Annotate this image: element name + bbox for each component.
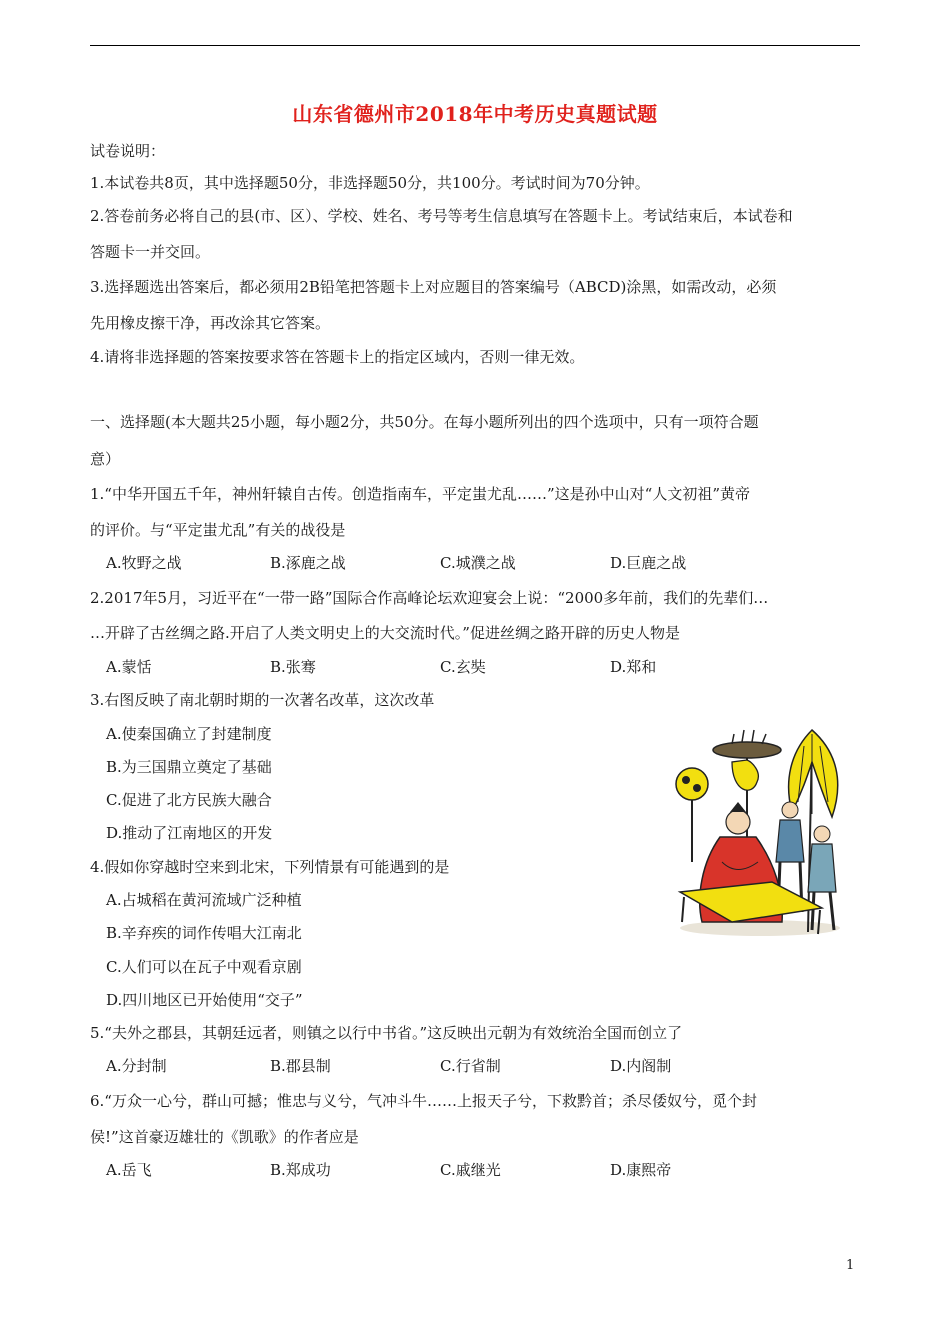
option-b: B.为三国鼎立奠定了基础 (106, 758, 272, 776)
instruction-line: 1.本试卷共8页，其中选择题50分，非选择题50分，共100分。考试时间为70分钟。 (90, 174, 650, 192)
instruction-line: 先用橡皮擦干净，再改涂其它答案。 (90, 314, 331, 332)
question-5-stem: 5.“夫外之郡县，其朝廷远者，则镇之以行中书省。”这反映出元朝为有效统治全国而创立了 (90, 1024, 683, 1042)
option-a: A.占城稻在黄河流域广泛种植 (106, 891, 302, 909)
option-c: C.戚继光 (440, 1161, 501, 1179)
question-3-stem: 3.右图反映了南北朝时期的一次著名改革，这次改革 (90, 691, 435, 709)
option-a: A.分封制 (106, 1057, 167, 1075)
option-b: B.辛弃疾的词作传唱大江南北 (106, 924, 302, 942)
instruction-line: 3.选择题选出答案后，都必须用2B铅笔把答题卡上对应题目的答案编号（ABCD)涂黑，如需改动，必须 (90, 278, 777, 296)
question-4-stem: 4.假如你穿越时空来到北宋，下列情景有可能遇到的是 (90, 858, 450, 876)
option-c: C.促进了北方民族大融合 (106, 791, 272, 809)
question-1-stem-cont: 的评价。与“平定蚩尤乱”有关的战役是 (90, 521, 346, 539)
option-b: B.郑成功 (270, 1161, 331, 1179)
option-d: D.推动了江南地区的开发 (106, 824, 273, 842)
instruction-line: 答题卡一并交回。 (90, 243, 211, 261)
option-a: A.牧野之战 (106, 554, 182, 572)
section-heading-cont: 意） (90, 450, 121, 468)
option-c: C.城濮之战 (440, 554, 516, 572)
header-rule (90, 45, 860, 46)
question-6-stem: 6.“万众一心兮，群山可撼；惟忠与义兮，气冲斗牛……上报天子兮，下救黔首；杀尽倭奴兮，觅个封 (90, 1092, 757, 1110)
option-c: C.人们可以在瓦子中观看京剧 (106, 958, 302, 976)
question-2-stem: 2.2017年5月，习近平在“一带一路”国际合作高峰论坛欢迎宴会上说：“2000多年前，我们的先辈们… (90, 589, 769, 607)
instruction-line: 2.答卷前务必将自己的县(市、区）、学校、姓名、考号等考生信息填写在答题卡上。考试结束后，本试卷和 (90, 207, 793, 225)
option-c: C.玄奘 (440, 658, 486, 676)
reform-procession-illustration (672, 722, 844, 942)
option-d: D.郑和 (610, 658, 657, 676)
page-title: 山东省德州市2018年中考历史真题试题 (292, 102, 658, 126)
option-d: D.四川地区已开始使用“交子” (106, 991, 303, 1009)
option-a: A.使秦国确立了封建制度 (106, 725, 272, 743)
option-b: B.涿鹿之战 (270, 554, 346, 572)
option-a: A.蒙恬 (106, 658, 152, 676)
question-6-stem-cont: 侯!”这首豪迈雄壮的《凯歌》的作者应是 (90, 1128, 359, 1146)
option-a: A.岳飞 (106, 1161, 152, 1179)
section-heading: 一、选择题(本大题共25小题，每小题2分，共50分。在每小题所列出的四个选项中，只有一项符合题 (90, 413, 759, 431)
option-b: B.张骞 (270, 658, 316, 676)
option-d: D.内阁制 (610, 1057, 672, 1075)
option-d: D.康熙帝 (610, 1161, 672, 1179)
page-number: 1 (846, 1258, 855, 1273)
option-d: D.巨鹿之战 (610, 554, 687, 572)
option-b: B.郡县制 (270, 1057, 331, 1075)
instructions-heading: 试卷说明： (90, 142, 166, 160)
instruction-line: 4.请将非选择题的答案按要求答在答题卡上的指定区域内，否则一律无效。 (90, 348, 585, 366)
question-2-stem-cont: …开辟了古丝绸之路.开启了人类文明史上的大交流时代。”促进丝绸之路开辟的历史人物是 (90, 624, 680, 642)
option-c: C.行省制 (440, 1057, 501, 1075)
question-1-stem: 1.“中华开国五千年，神州轩辕自古传。创造指南车，平定蚩尤乱……”这是孙中山对“人文初祖”黄帝 (90, 485, 750, 503)
